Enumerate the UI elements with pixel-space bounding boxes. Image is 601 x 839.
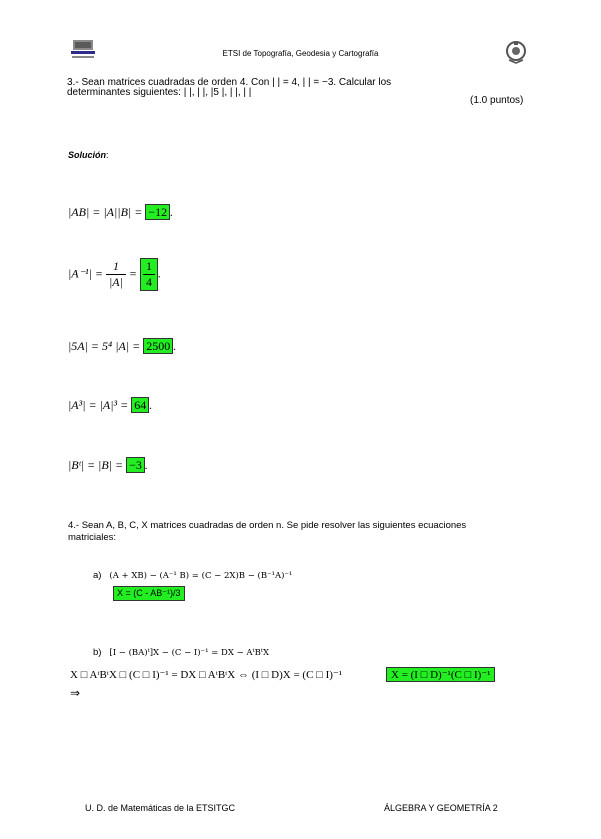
eq1-answer: −12 <box>145 204 170 220</box>
problem-3-line2: determinantes siguientes: | |, | |, |5 |, | |, | | <box>67 87 252 98</box>
eq4-lhs: |A³| = |A|³ = <box>68 398 132 412</box>
implies-arrow: ⇒ <box>70 686 81 700</box>
eq1-lhs: |AB| = |A||B| = <box>68 205 146 219</box>
eq3-lhs: |5A| = 5⁴ |A| = <box>68 339 144 353</box>
problem-4a <box>93 570 292 581</box>
p4b-label: b) <box>93 647 102 658</box>
eq2-equals: = <box>128 266 141 281</box>
p4b-answer: X = (I □ D)⁻¹(C □ I)⁻¹ <box>386 667 495 682</box>
footer-left: U. D. de Matemáticas de la ETSITGC <box>85 803 236 813</box>
eq2-fraction <box>106 259 126 290</box>
solution-heading <box>68 150 109 160</box>
solution-label: Solución <box>68 150 106 160</box>
eq2-num: 1 <box>106 259 126 275</box>
school-crest-icon <box>505 40 527 64</box>
p4a-answer: X = (C - AB⁻¹)/3 <box>113 586 185 601</box>
p4a-equation: (A + XB) − (A⁻¹ B) = (C − 2X)B − (B⁻¹A)⁻¹ <box>109 571 293 581</box>
p4b-equation: [I − (BA)ᵗ]X − (C − I)⁻¹ = DX − AᵗBᵗX <box>109 648 270 658</box>
footer-right: ÁLGEBRA Y GEOMETRÍA 2 <box>384 803 498 813</box>
eq2-lhs: |A⁻¹| = <box>68 266 106 281</box>
points-label: (1.0 puntos) <box>470 95 524 106</box>
equation-2: |A⁻¹| = $\frac{1}{|A|}$ = $\frac{1}{4}$ . <box>68 259 162 289</box>
equation-4: |A³| = |A|³ = 64 . <box>68 398 153 412</box>
problem-4b <box>93 647 269 658</box>
p4a-label: a) <box>93 570 102 581</box>
solution-colon: : <box>106 150 109 160</box>
eq2-answer <box>140 258 158 291</box>
eq5-lhs: |Bᵗ| = |B| = <box>68 458 127 472</box>
eq2-den: |A| <box>108 275 123 289</box>
equation-3: |5A| = 5⁴ |A| = 2500 . <box>68 339 177 353</box>
equation-1: |AB| = |A||B| = −12 . <box>68 205 174 219</box>
header-title: ETSI de Topografía, Geodesia y Cartografía <box>222 49 379 58</box>
problem-3-line1: 3.- Sean matrices cuadradas de orden 4. Con | | = 4, | | = −3. Calcular los <box>67 77 392 88</box>
eq5-answer: −3 <box>126 457 145 473</box>
eq2-ans-den: 4 <box>146 275 153 289</box>
problem-4-intro: 4.- Sean A, B, C, X matrices cuadradas de orden n. Se pide resolver las siguientes ecuaciones matriciales: <box>68 520 467 543</box>
eq3-answer: 2500 <box>143 338 173 354</box>
problem-3-statement <box>67 78 467 98</box>
equation-5: |Bᵗ| = |B| = −3 . <box>68 458 148 472</box>
eq2-ans-num: 1 <box>143 259 155 275</box>
eq4-answer: 64 <box>131 397 149 413</box>
p4b-work: X □ AᵗBᵗX □ (C □ I)⁻¹ = DX □ AᵗBᵗX ⇔ (I □ D)X = (C □ I)⁻¹ <box>70 669 342 681</box>
